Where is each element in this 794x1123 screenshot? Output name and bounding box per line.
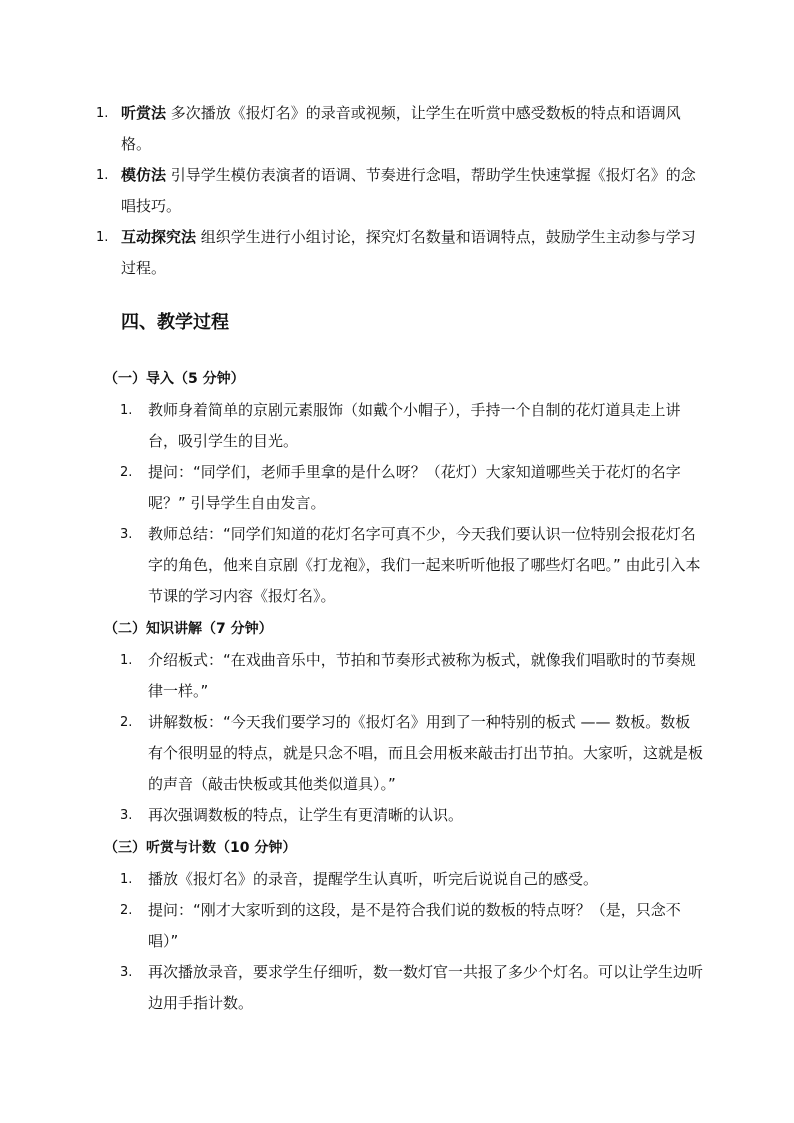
step-text: 提问：“刚才大家听到的这段，是不是符合我们说的数板的特点呀？（是，只念不唱）” [148,901,681,950]
step-item [104,895,704,957]
step-text: 教师身着简单的京剧元素服饰（如戴个小帽子），手持一个自制的花灯道具走上讲台，吸引学生的目光。 [148,401,681,450]
step-number: 3. [120,527,133,542]
method-description: 组织学生进行小组讨论，探究灯名数量和语调特点，鼓励学生主动参与学习过程。 [121,228,696,277]
subsection-title: （二）知识讲解（7 分钟） [104,621,273,637]
list-number: 1. [96,230,109,245]
step-list [104,864,704,1019]
step-item [104,395,704,457]
step-item [104,800,704,831]
step-item [104,707,704,800]
step-text: 教师总结：“同学们知道的花灯名字可真不少，今天我们要认识一位特别会报花灯名字的角色，他来自京剧《打龙袍》，我们一起来听听他报了哪些灯名吧。” 由此引入本节课的学习内容《报灯名》。 [148,525,701,605]
step-item [104,519,704,612]
method-item-imitation [96,160,696,222]
step-number: 3. [120,808,133,823]
step-number: 2. [120,715,133,730]
step-number: 2. [120,465,133,480]
subsection-knowledge [104,616,704,831]
step-number: 1. [120,872,133,887]
subsection-intro [104,366,704,612]
method-name: 模仿法 [121,166,167,184]
method-name: 互动探究法 [121,228,197,246]
step-item [104,457,704,519]
method-description: 多次播放《报灯名》的录音或视频，让学生在听赏中感受数板的特点和语调风格。 [121,104,681,153]
step-text: 讲解数板：“今天我们要学习的《报灯名》用到了一种特别的板式 —— 数板。数板有个很明显的特点，就是只念不唱，而且会用板来敲击打出节拍。大家听，这就是板的声音（敲击快板或其他类似道具）。” [148,713,704,793]
subsection-title: （三）听赏与计数（10 分钟） [104,840,297,856]
method-name: 听赏法 [121,104,167,122]
step-item [104,864,704,895]
section-heading: 四、教学过程 [121,312,229,333]
step-number: 1. [120,653,133,668]
teaching-process [104,366,704,1023]
list-number: 1. [96,168,109,183]
method-item-listening [96,98,696,160]
step-number: 2. [120,903,133,918]
step-text: 再次播放录音，要求学生仔细听，数一数灯官一共报了多少个灯名。可以让学生边听边用手指计数。 [148,963,704,1012]
step-item [104,645,704,707]
step-list [104,645,704,831]
step-text: 播放《报灯名》的录音，提醒学生认真听，听完后说说自己的感受。 [148,870,599,888]
list-number: 1. [96,106,109,121]
step-text: 介绍板式：“在戏曲音乐中，节拍和节奏形式被称为板式，就像我们唱歌时的节奏规律一样。” [148,651,696,700]
step-text: 提问：“同学们，老师手里拿的是什么呀？（花灯）大家知道哪些关于花灯的名字呢？” 引导学生自由发言。 [148,463,681,512]
subsection-title: （一）导入（5 分钟） [104,371,245,387]
step-number: 1. [120,403,133,418]
teaching-methods-list [96,98,696,284]
step-number: 3. [120,965,133,980]
step-item [104,957,704,1019]
subsection-listening [104,835,704,1019]
step-list [104,395,704,612]
method-item-interactive [96,222,696,284]
method-description: 引导学生模仿表演者的语调、节奏进行念唱，帮助学生快速掌握《报灯名》的念唱技巧。 [121,166,696,215]
step-text: 再次强调数板的特点，让学生有更清晰的认识。 [148,806,464,824]
